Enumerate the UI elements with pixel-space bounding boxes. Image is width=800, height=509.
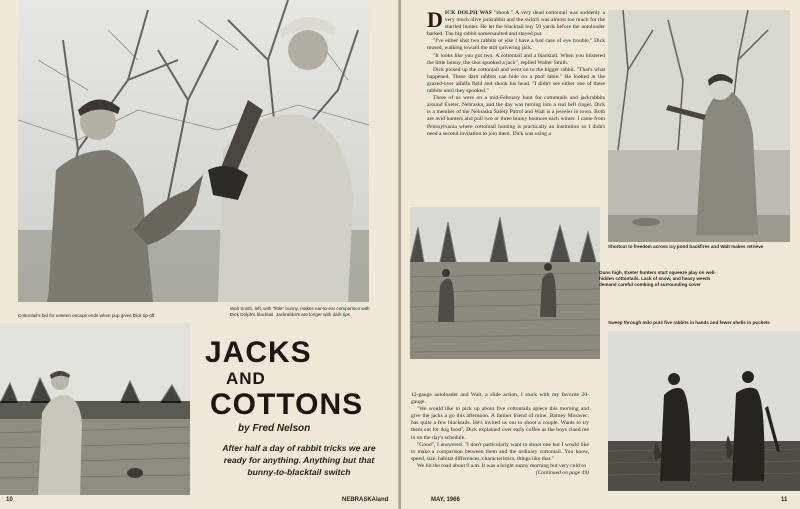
article-column-2 bbox=[411, 392, 589, 477]
paragraph-5: Three of us were on a mid-February hunt for cottontails and jackrabbits around Exeter, Nebraska, and the day was turning into a real bell ringer. Dick is a member of the Nebraska Safety Patrol and Walt is a jeweler in town. Both are avid hunters and pull two or three bunny bounces each winter. I came from Pennsylvania where cottontail hunting is practically an institution so I didn't need a second invitation to join them. Dick was using a bbox=[427, 95, 605, 137]
drop-cap: D bbox=[427, 7, 443, 32]
article-title-line1: JACKS bbox=[205, 336, 312, 369]
caption-shortcut: Shortcut to freedom across icy pond backfires and Walt makes retrieve bbox=[608, 244, 764, 249]
paragraph-4: Dick picked up the cottontail and went on to the bigger rabbit. "That's what happened. These darn rabbits can hide on a pool table." He looked at the grazed-over alfalfa field and shook his head. "I didn't see either one of these rabbits until they spooked." bbox=[427, 66, 605, 95]
article-title-line2: AND bbox=[226, 369, 266, 388]
photo-hunters-comparing-rabbits bbox=[18, 0, 369, 302]
caption-guns-high: Guns high, Exeter hunters start squeeze play on well-hidden cottontails. Lack of snow, and heavy weeds demand careful combing of surrounding cover bbox=[599, 270, 716, 288]
paragraph-3: "It looks like you got two. A cottontail and a blacktail. When you blistered the little bunny, the shot spooked a jack", replied Walter Smith. bbox=[427, 52, 605, 66]
page-number-right: 11 bbox=[781, 497, 788, 503]
caption-sweep: Sweep through milo puts five rabbits in hands and fewer shells in pockets bbox=[608, 320, 770, 325]
caption-top-left: Cottontail's bid for unseen escape ends when pup gives Dick tip-off bbox=[18, 313, 155, 318]
lead-words: ICK DOLPH WAS bbox=[444, 10, 492, 16]
caption-top-right: Walt Smith, left, with "little" bunny, makes ear-to-ear comparison with Dick Dolph's blacktail. Jackrabbit's are longer with dark tips bbox=[230, 306, 370, 318]
paragraph-9: We hit the road about 9 a.m. It was a bright sunny morning but very cold so bbox=[417, 462, 587, 469]
photo-hunter-with-dog bbox=[0, 323, 190, 495]
byline: by Fred Nelson bbox=[238, 423, 311, 434]
paragraph-2: "I've either shot two rabbits or else I have a bad case of eye trouble," Dick mused, walking toward the still quivering jack. bbox=[427, 38, 605, 52]
right-page bbox=[401, 0, 800, 509]
paragraph-6: 12-gauge autoloader and Walt, a slide action. I stuck with my favorite 20-gauge. bbox=[411, 392, 589, 406]
continued-note: (Continued on page 49) bbox=[535, 470, 589, 477]
paragraph-7: "We would like to pick up about five cottontails apiece this morning and give the jacks a go this afternoon. A farmer friend of mine, Barney Moravec, has quite a few blacktails. He's invited us out to shoot a couple. Wants to try them out for dog food", Dick explained over early coffee as the boys clued me in on the day's schedule. bbox=[411, 406, 589, 441]
paragraph-1: "shook." A very dead cottontail was suddenly a very much alive jackrabbit and the switch was almost too much for the startled hunter. He let the blacktail buy 50 yards before the autoloader barked. The big rabbit somersaulted and stayed put. bbox=[427, 10, 605, 38]
dek: After half a day of rabbit tricks we are ready for anything. Anything but that bunny-to-blacktail switch bbox=[222, 443, 376, 477]
photo-hunters-in-weeds bbox=[410, 207, 600, 359]
left-page bbox=[0, 0, 399, 509]
article-column-1 bbox=[427, 7, 605, 138]
article-title-line3: COTTONS bbox=[210, 388, 364, 421]
paragraph-8: "Good", I answered. "I don't particularly want to shoot one but I would like to make a comparison between them and the ordinary cottontail. You know, speed, size, habitat differences, characteristics, things like that." bbox=[411, 441, 589, 462]
photo-pond-retrieve bbox=[608, 10, 790, 242]
magazine-name: NEBRASKAland bbox=[342, 497, 389, 503]
page-number-left: 10 bbox=[6, 497, 13, 503]
issue-date: MAY, 1966 bbox=[431, 497, 460, 503]
photo-hunters-silhouette bbox=[608, 331, 800, 491]
